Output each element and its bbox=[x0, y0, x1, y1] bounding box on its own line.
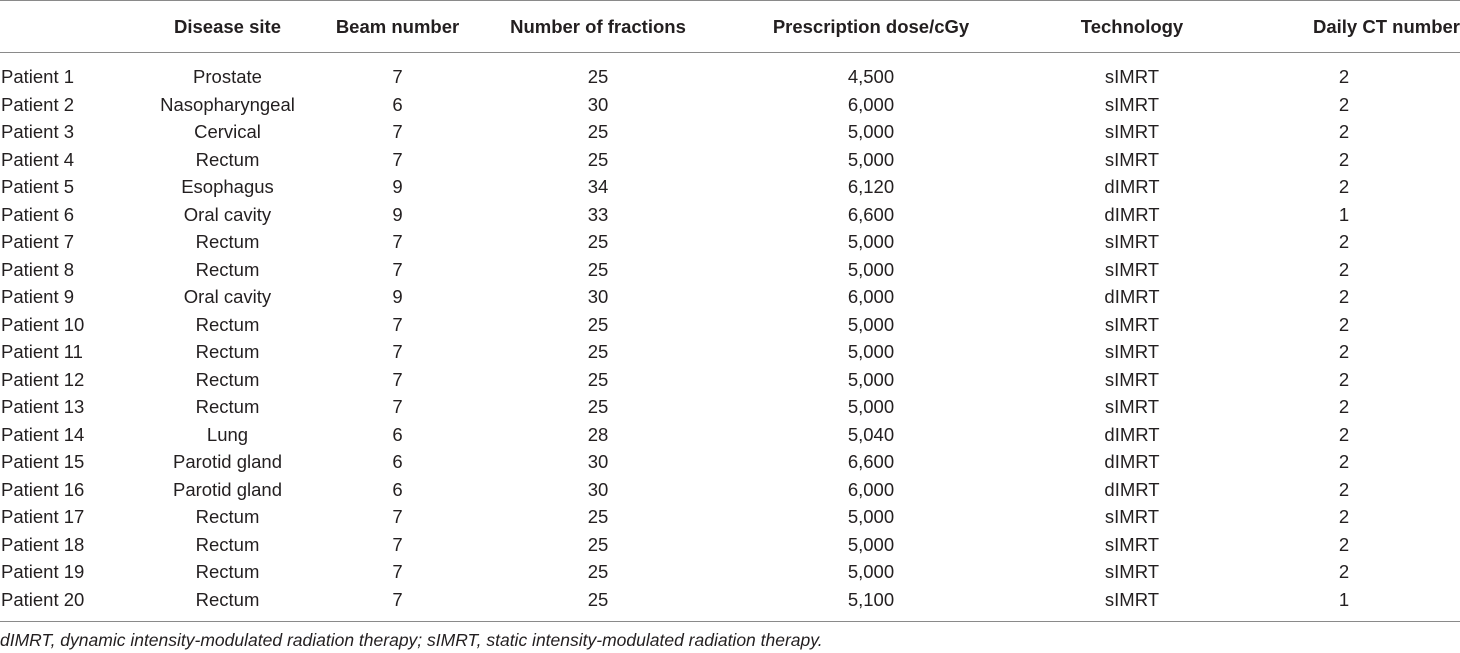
dose-cell: 4,500 bbox=[847, 66, 895, 87]
technology-cell: sIMRT bbox=[1104, 506, 1160, 527]
technology-cell: sIMRT bbox=[1104, 533, 1160, 555]
ct-number-cell: 2 bbox=[1338, 231, 1350, 252]
ct-number-cell: 2 bbox=[1338, 561, 1350, 582]
fractions-cell: 25 bbox=[587, 66, 609, 87]
table-row bbox=[0, 283, 1460, 311]
ct-number-cell: 2 bbox=[1338, 313, 1350, 335]
table-row bbox=[0, 503, 1460, 531]
table-row bbox=[0, 53, 1460, 91]
table-body bbox=[0, 53, 1460, 622]
disease-site-cell: Rectum bbox=[195, 396, 260, 417]
disease-site-cell: Esophagus bbox=[181, 176, 274, 197]
fractions-cell: 33 bbox=[587, 203, 609, 225]
technology-cell: sIMRT bbox=[1104, 66, 1160, 87]
table-row bbox=[0, 228, 1460, 256]
disease-site-cell: Rectum bbox=[195, 368, 260, 390]
disease-site-cell: Parotid gland bbox=[172, 478, 283, 500]
disease-site-cell: Rectum bbox=[195, 258, 260, 280]
fractions-cell: 28 bbox=[587, 423, 609, 445]
table-row bbox=[0, 173, 1460, 201]
ct-number-cell: 2 bbox=[1338, 506, 1350, 527]
disease-site-cell: Cervical bbox=[194, 121, 261, 142]
technology-cell: sIMRT bbox=[1104, 313, 1160, 335]
header-daily-ct-number: Daily CT number bbox=[1228, 1, 1460, 53]
disease-site-cell: Oral cavity bbox=[183, 203, 272, 225]
patient-cell: Patient 10 bbox=[1, 313, 85, 335]
dose-cell: 6,000 bbox=[847, 478, 895, 500]
disease-site-cell: Rectum bbox=[195, 561, 260, 582]
fractions-cell: 25 bbox=[587, 121, 609, 142]
disease-site-cell: Prostate bbox=[193, 66, 262, 87]
ct-number-cell: 2 bbox=[1338, 176, 1350, 197]
beam-number-cell: 6 bbox=[392, 478, 403, 500]
header-row bbox=[0, 1, 1460, 53]
dose-cell: 5,100 bbox=[706, 586, 1036, 622]
beam-number-cell: 6 bbox=[392, 423, 403, 445]
patient-cell: Patient 16 bbox=[1, 478, 85, 500]
ct-number-cell: 2 bbox=[1338, 121, 1350, 142]
disease-site-cell: Nasopharyngeal bbox=[160, 93, 295, 115]
technology-cell: sIMRT bbox=[1104, 121, 1160, 142]
table-row bbox=[0, 448, 1460, 476]
beam-number-cell: 9 bbox=[392, 203, 403, 225]
patient-cell: Patient 2 bbox=[1, 93, 75, 115]
ct-number-cell: 2 bbox=[1338, 148, 1350, 170]
fractions-cell: 30 bbox=[587, 286, 609, 307]
technology-cell: sIMRT bbox=[1104, 561, 1160, 582]
disease-site-cell: Rectum bbox=[195, 313, 260, 335]
patient-cell: Patient 17 bbox=[1, 506, 85, 527]
disease-site-cell: Rectum bbox=[195, 506, 260, 527]
patient-cell: Patient 3 bbox=[1, 121, 75, 142]
fractions-cell: 25 bbox=[587, 231, 609, 252]
disease-site-cell: Rectum bbox=[195, 533, 260, 555]
disease-site-cell: Rectum bbox=[150, 586, 305, 622]
ct-number-cell: 2 bbox=[1338, 533, 1350, 555]
technology-cell: dIMRT bbox=[1104, 203, 1160, 225]
technology-cell: dIMRT bbox=[1104, 176, 1160, 197]
dose-cell: 5,040 bbox=[847, 423, 895, 445]
dose-cell: 6,000 bbox=[847, 93, 895, 115]
beam-number-cell: 9 bbox=[392, 286, 403, 307]
ct-number-cell: 2 bbox=[1338, 258, 1350, 280]
dose-cell: 5,000 bbox=[847, 561, 895, 582]
dose-cell: 5,000 bbox=[847, 258, 895, 280]
beam-number-cell: 6 bbox=[392, 451, 403, 472]
beam-number-cell: 7 bbox=[392, 506, 403, 527]
disease-site-cell: Rectum bbox=[195, 148, 260, 170]
dose-cell: 5,000 bbox=[847, 368, 895, 390]
disease-site-cell: Lung bbox=[206, 423, 249, 445]
fractions-cell: 25 bbox=[587, 148, 609, 170]
patient-cell: Patient 6 bbox=[1, 203, 75, 225]
ct-number-cell: 1 bbox=[1228, 586, 1460, 622]
technology-cell: sIMRT bbox=[1104, 396, 1160, 417]
table-row bbox=[0, 558, 1460, 586]
beam-number-cell: 7 bbox=[392, 368, 403, 390]
technology-cell: sIMRT bbox=[1104, 231, 1160, 252]
header-disease-site: Disease site bbox=[150, 1, 305, 53]
patient-cell: Patient 4 bbox=[1, 148, 75, 170]
dose-cell: 5,000 bbox=[847, 231, 895, 252]
table-row bbox=[0, 476, 1460, 504]
fractions-cell: 30 bbox=[587, 478, 609, 500]
technology-cell: dIMRT bbox=[1104, 478, 1160, 500]
table-row bbox=[0, 118, 1460, 146]
fractions-cell: 30 bbox=[587, 451, 609, 472]
ct-number-cell: 2 bbox=[1338, 66, 1350, 87]
table-row bbox=[0, 531, 1460, 559]
table-row bbox=[0, 201, 1460, 229]
technology-cell: sIMRT bbox=[1104, 368, 1160, 390]
fractions-cell: 25 bbox=[587, 506, 609, 527]
dose-cell: 6,000 bbox=[847, 286, 895, 307]
beam-number-cell: 7 bbox=[392, 231, 403, 252]
beam-number-cell: 7 bbox=[392, 396, 403, 417]
header-beam-number: Beam number bbox=[305, 1, 490, 53]
table-footnote: dIMRT, dynamic intensity-modulated radiation therapy; sIMRT, static intensity-modulated radiation therapy. bbox=[0, 630, 823, 650]
table-row bbox=[0, 256, 1460, 284]
disease-site-cell: Parotid gland bbox=[172, 451, 283, 472]
disease-site-cell: Rectum bbox=[195, 231, 260, 252]
technology-cell: sIMRT bbox=[1104, 258, 1160, 280]
beam-number-cell: 7 bbox=[392, 313, 403, 335]
patient-cell: Patient 8 bbox=[1, 258, 75, 280]
ct-number-cell: 2 bbox=[1338, 341, 1350, 362]
fractions-cell: 25 bbox=[587, 533, 609, 555]
patient-cell: Patient 5 bbox=[1, 176, 75, 197]
patient-cell: Patient 18 bbox=[1, 533, 85, 555]
dose-cell: 5,000 bbox=[847, 396, 895, 417]
fractions-cell: 25 bbox=[587, 313, 609, 335]
beam-number-cell: 7 bbox=[392, 341, 403, 362]
dose-cell: 5,000 bbox=[847, 506, 895, 527]
dose-cell: 5,000 bbox=[847, 341, 895, 362]
fractions-cell: 30 bbox=[587, 93, 609, 115]
patient-cell: Patient 14 bbox=[1, 423, 85, 445]
dose-cell: 5,000 bbox=[847, 533, 895, 555]
ct-number-cell: 2 bbox=[1338, 478, 1350, 500]
technology-cell: dIMRT bbox=[1104, 423, 1160, 445]
beam-number-cell: 7 bbox=[305, 586, 490, 622]
beam-number-cell: 7 bbox=[392, 258, 403, 280]
table-header bbox=[0, 1, 1460, 53]
fractions-cell: 25 bbox=[587, 341, 609, 362]
ct-number-cell: 2 bbox=[1338, 396, 1350, 417]
patient-cell: Patient 20 bbox=[0, 586, 150, 622]
fractions-cell: 25 bbox=[587, 396, 609, 417]
patient-cell: Patient 19 bbox=[1, 561, 85, 582]
technology-cell: dIMRT bbox=[1104, 286, 1160, 307]
ct-number-cell: 1 bbox=[1338, 203, 1350, 225]
table-row bbox=[0, 393, 1460, 421]
header-number-of-fractions: Number of fractions bbox=[490, 1, 706, 53]
technology-cell: sIMRT bbox=[1104, 148, 1160, 170]
patient-cell: Patient 11 bbox=[1, 341, 83, 362]
table-row bbox=[0, 311, 1460, 339]
ct-number-cell: 2 bbox=[1338, 451, 1350, 472]
technology-cell: sIMRT bbox=[1104, 341, 1160, 362]
header-technology: Technology bbox=[1036, 1, 1228, 53]
dose-cell: 5,000 bbox=[847, 148, 895, 170]
ct-number-cell: 2 bbox=[1338, 286, 1350, 307]
table-row bbox=[0, 338, 1460, 366]
patient-cell: Patient 1 bbox=[1, 66, 75, 87]
fractions-cell: 25 bbox=[587, 258, 609, 280]
dose-cell: 6,120 bbox=[847, 176, 895, 197]
beam-number-cell: 7 bbox=[392, 66, 403, 87]
ct-number-cell: 2 bbox=[1338, 423, 1350, 445]
header-prescription-dose: Prescription dose/cGy bbox=[706, 1, 1036, 53]
dose-cell: 5,000 bbox=[847, 121, 895, 142]
beam-number-cell: 7 bbox=[392, 533, 403, 555]
ct-number-cell: 2 bbox=[1338, 93, 1350, 115]
beam-number-cell: 7 bbox=[392, 561, 403, 582]
beam-number-cell: 6 bbox=[392, 93, 403, 115]
table-row bbox=[0, 91, 1460, 119]
fractions-cell: 25 bbox=[587, 368, 609, 390]
patient-cell: Patient 15 bbox=[1, 451, 85, 472]
dose-cell: 6,600 bbox=[847, 203, 895, 225]
patient-cell: Patient 13 bbox=[1, 396, 85, 417]
dose-cell: 6,600 bbox=[847, 451, 895, 472]
disease-site-cell: Oral cavity bbox=[183, 286, 272, 307]
ct-number-cell: 2 bbox=[1338, 368, 1350, 390]
disease-site-cell: Rectum bbox=[195, 341, 260, 362]
technology-cell: sIMRT bbox=[1036, 586, 1228, 622]
dose-cell: 5,000 bbox=[847, 313, 895, 335]
fractions-cell: 34 bbox=[587, 176, 609, 197]
table-row bbox=[0, 421, 1460, 449]
header-patient bbox=[0, 1, 150, 53]
beam-number-cell: 7 bbox=[392, 148, 403, 170]
beam-number-cell: 7 bbox=[392, 121, 403, 142]
technology-cell: dIMRT bbox=[1104, 451, 1160, 472]
patient-cell: Patient 7 bbox=[1, 231, 75, 252]
patient-cell: Patient 12 bbox=[1, 368, 85, 390]
beam-number-cell: 9 bbox=[392, 176, 403, 197]
technology-cell: sIMRT bbox=[1104, 93, 1160, 115]
table-row bbox=[0, 366, 1460, 394]
patient-cell: Patient 9 bbox=[1, 286, 75, 307]
fractions-cell: 25 bbox=[587, 561, 609, 582]
fractions-cell: 25 bbox=[490, 586, 706, 622]
table-row bbox=[0, 586, 1460, 622]
table-row bbox=[0, 146, 1460, 174]
